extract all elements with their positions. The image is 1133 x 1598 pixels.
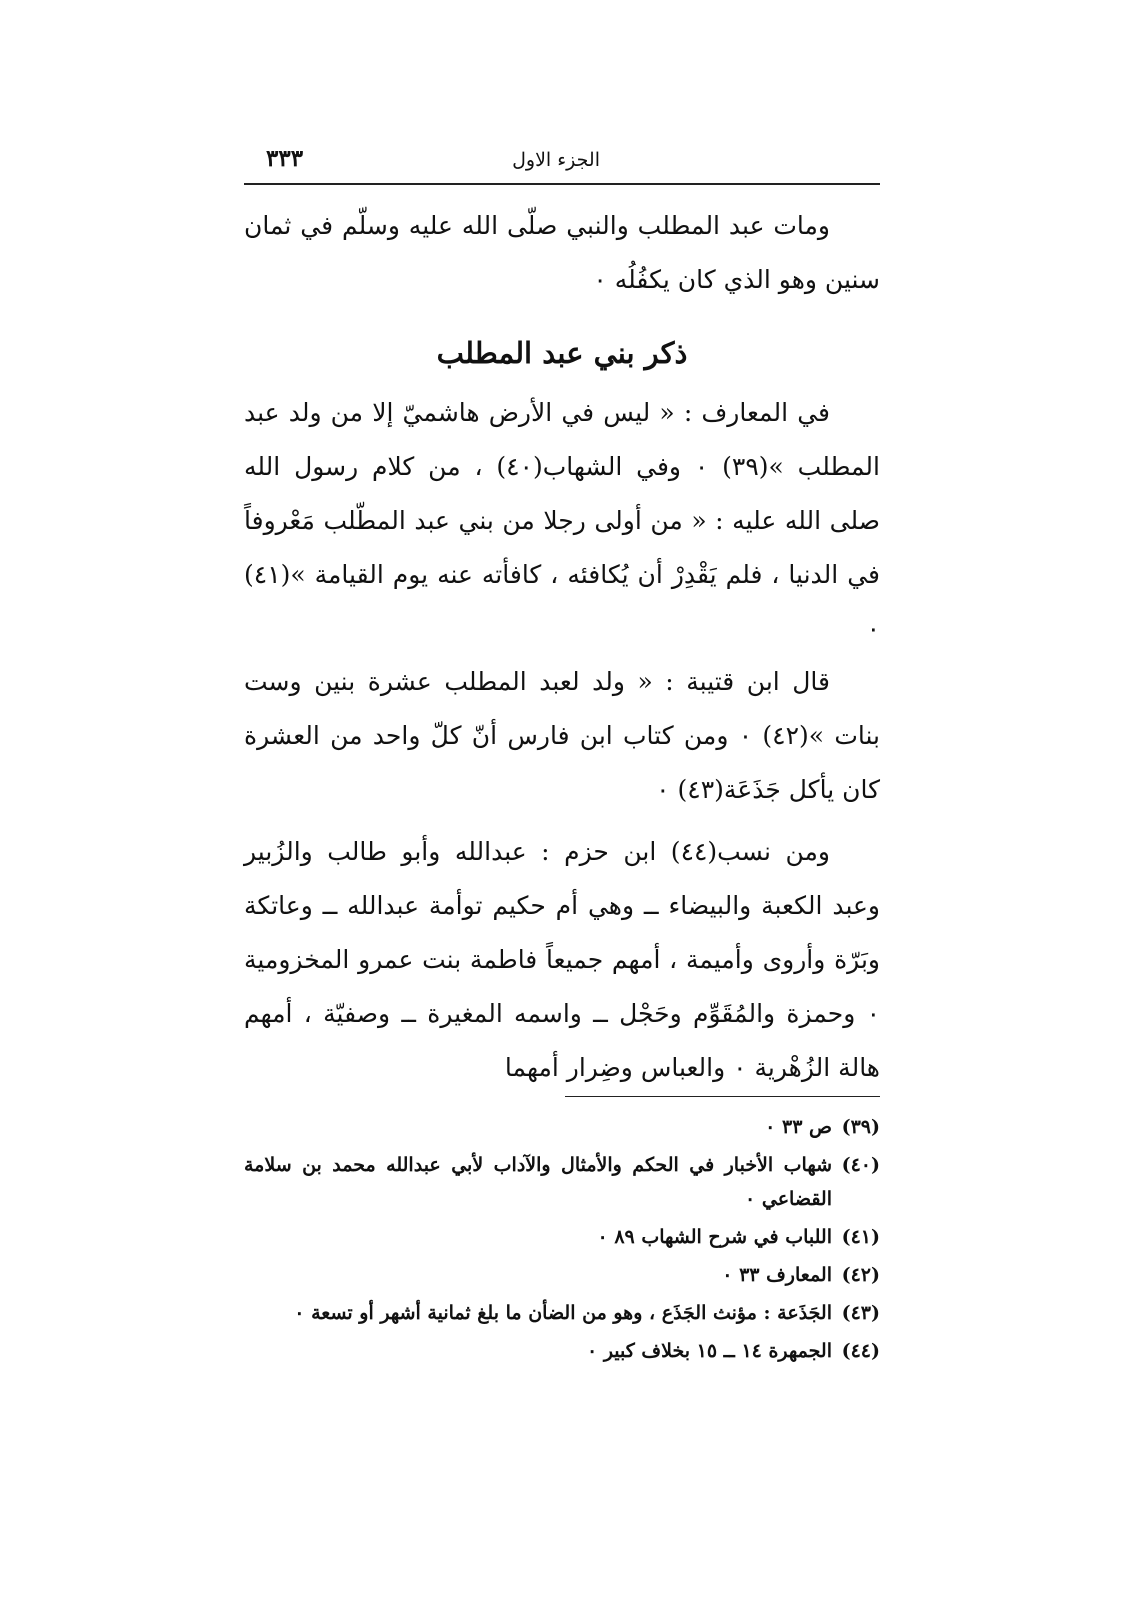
header-rule (244, 183, 880, 185)
running-header (244, 145, 880, 185)
footnote-text: اللباب في شرح الشهاب ٨٩ ٠ (597, 1226, 832, 1248)
footnote-number: (٤٢) (841, 1264, 880, 1286)
footnote-text: الجمهرة ١٤ ــ ١٥ بخلاف كبير ٠ (586, 1340, 832, 1362)
footnote-rule (565, 1096, 880, 1097)
footnote-40 (244, 1148, 880, 1216)
paragraph-2 (244, 386, 880, 656)
footnote-number: (٣٩) (841, 1116, 880, 1138)
footnote-number: (٤٣) (841, 1302, 880, 1324)
footnote-text: ص ٣٣ ٠ (765, 1116, 832, 1138)
footnotes (244, 1110, 880, 1372)
footnote-text: شهاب الأخبار في الحكم والأمثال والآداب لأبي عبدالله محمد بن سلامة القضاعي ٠ (244, 1154, 832, 1210)
paragraph-3-text: قال ابن قتيبة : « ولد لعبد المطلب عشرة بنين وست بنات »(٤٢) ٠ ومن كتاب ابن فارس أنّ كلّ واحد من العشرة كان يأكل جَذَعَة(٤٣) ٠ (244, 667, 881, 804)
footnote-44 (244, 1334, 880, 1368)
running-title: الجزء الاول (512, 149, 600, 171)
section-heading: ذكر بني عبد المطلب (436, 336, 688, 370)
footnote-number: (٤١) (841, 1226, 880, 1248)
paragraph-2-text: في المعارف : « ليس في الأرض هاشميّ إلا من ولد عبد المطلب »(٣٩) ٠ وفي الشهاب(٤٠) ، من كلام رسول الله صلى الله عليه : « من أولى رجلا من بني عبد المطّلب مَعْروفاً في الدنيا ، فلم يَقْدِرْ أن يُكافئه ، كافأته عنه يوم القيامة »(٤١) ٠ (244, 398, 880, 643)
paragraph-1-text: ومات عبد المطلب والنبي صلّى الله عليه وسلّم في ثمان سنين وهو الذي كان يكفُلُه ٠ (244, 211, 880, 294)
footnote-number: (٤٤) (841, 1340, 880, 1362)
paragraph-4 (244, 825, 880, 1095)
footnote-43 (244, 1296, 880, 1330)
paragraph-3 (244, 655, 880, 817)
footnote-text: الجَذَعة : مؤنث الجَذَع ، وهو من الضأن ما بلغ ثمانية أشهر أو تسعة ٠ (294, 1302, 832, 1324)
footnote-number: (٤٠) (841, 1154, 880, 1176)
page-number: ٣٣٣ (266, 145, 304, 172)
footnote-text: المعارف ٣٣ ٠ (722, 1264, 832, 1286)
paragraph-1 (244, 199, 880, 307)
paragraph-4-text: ومن نسب(٤٤) ابن حزم : عبدالله وأبو طالب والزُبير وعبد الكعبة والبيضاء ــ وهي أم حكيم توأمة عبدالله ــ وعاتكة وبَرّة وأروى وأميمة ، أمهم جميعاً فاطمة بنت عمرو المخزومية ٠ وحمزة والمُقَوِّم وحَجْل ــ واسمه المغيرة ــ وصفيّة ، أمهم هالة الزُهْرية ٠ والعباس وضِرار أمهما (244, 837, 880, 1082)
footnote-42 (244, 1258, 880, 1292)
footnote-39 (244, 1110, 880, 1144)
footnote-41 (244, 1220, 880, 1254)
